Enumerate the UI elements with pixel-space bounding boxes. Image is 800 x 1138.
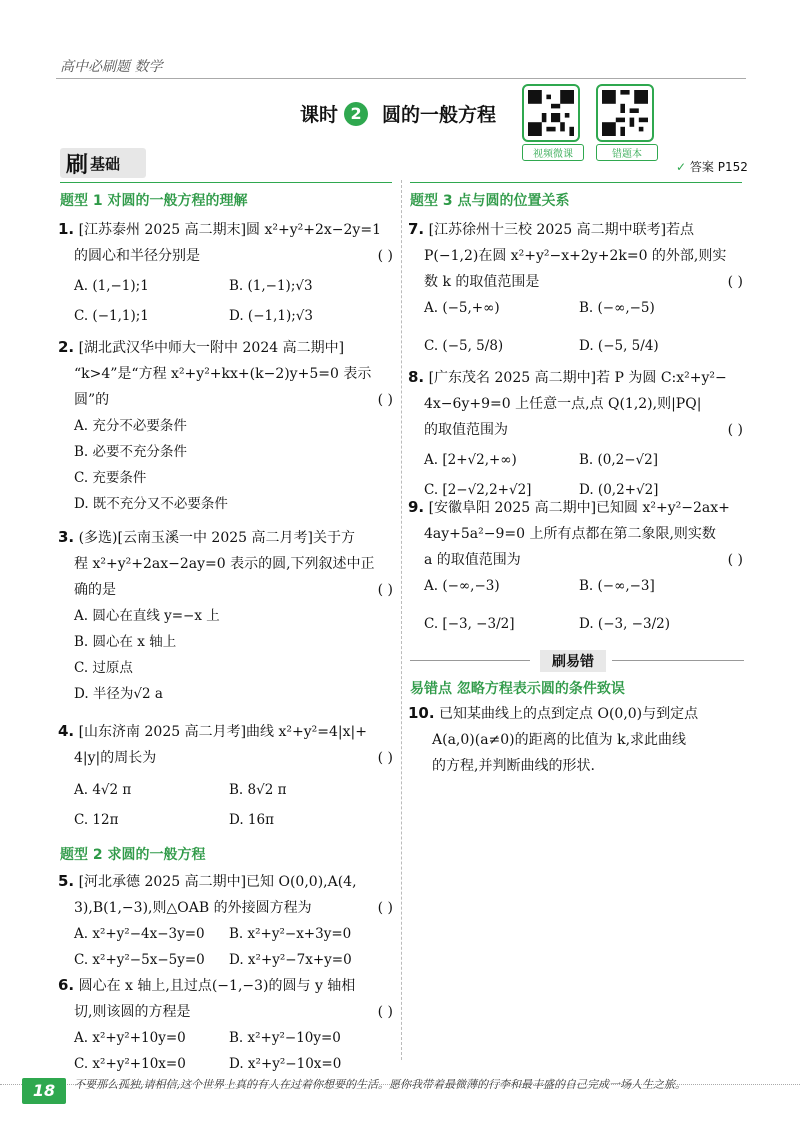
option-d: D. (−1,1);√3 xyxy=(229,308,313,324)
question-text: [江苏徐州十三校 2025 高二期中联考]若点 xyxy=(428,222,695,238)
question-number: 8. xyxy=(408,368,425,386)
answer-blank: ( ) xyxy=(377,248,393,264)
question-text: a 的取值范围为 xyxy=(424,552,521,568)
question-text: 确的是 xyxy=(74,582,116,598)
section-heading-2: 题型 2 求圆的一般方程 xyxy=(60,847,206,863)
question-text: 程 x²+y²+2ax−2ay=0 表示的圆,下列叙述中正 xyxy=(74,556,375,572)
option-d: D. x²+y²−10x=0 xyxy=(229,1056,342,1072)
page-number: 18 xyxy=(22,1078,66,1104)
error-point-heading: 易错点 忽略方程表示圆的条件致误 xyxy=(410,681,625,697)
question-text: 数 k 的取值范围是 xyxy=(424,274,540,290)
option-b: B. (−∞,−5) xyxy=(579,300,655,316)
question-text: [山东济南 2025 高二月考]曲线 x²+y²=4|x|+ xyxy=(78,724,367,740)
question-number: 9. xyxy=(408,498,425,516)
left-top-rule xyxy=(60,182,392,183)
question-text: A(a,0)(a≠0)的距离的比值为 k,求此曲线 xyxy=(432,732,687,748)
question-number: 4. xyxy=(58,722,75,740)
option-b: B. 必要不充分条件 xyxy=(74,444,188,460)
option-c: C. 过原点 xyxy=(74,660,133,676)
question-text: [河北承德 2025 高二期中]已知 O(0,0),A(4, xyxy=(78,874,357,890)
option-d: D. (0,2+√2] xyxy=(579,482,659,498)
lesson-name: 圆的一般方程 xyxy=(382,104,497,126)
question-2 xyxy=(58,334,393,517)
question-text: (多选)[云南玉溪一中 2025 高二月考]关于方 xyxy=(78,530,355,546)
option-a: A. (1,−1);1 xyxy=(74,278,149,294)
question-text: [湖北武汉华中师大一附中 2024 高二期中] xyxy=(78,340,345,356)
option-a: A. 充分不必要条件 xyxy=(74,418,187,434)
question-number: 3. xyxy=(58,528,75,546)
option-d: D. 16π xyxy=(229,812,274,828)
question-text: 4ay+5a²−9=0 上所有点都在第二象限,则实数 xyxy=(424,526,716,542)
err-rule-right xyxy=(612,660,744,661)
error-section-title: 刷易错 xyxy=(540,650,606,672)
answer-page: 答案 P152 xyxy=(689,160,748,174)
option-b: B. (−∞,−3] xyxy=(579,578,655,594)
header-divider xyxy=(56,78,746,79)
section-banner xyxy=(60,148,146,178)
option-c: C. (−5, 5/8) xyxy=(424,338,504,354)
option-b: B. x²+y²−x+3y=0 xyxy=(229,926,352,942)
question-7 xyxy=(408,216,743,359)
banner-big: 刷 xyxy=(66,152,89,178)
qr-code-icon[interactable] xyxy=(522,84,580,142)
option-c: C. 充要条件 xyxy=(74,470,147,486)
answer-blank: ( ) xyxy=(377,1004,393,1020)
option-a: A. x²+y²−4x−3y=0 xyxy=(74,926,205,942)
question-10 xyxy=(408,700,743,779)
question-text: 圆心在 x 轴上,且过点(−1,−3)的圆与 y 轴相 xyxy=(78,978,356,994)
question-3 xyxy=(58,524,393,707)
question-text: 已知某曲线上的点到定点 O(0,0)与到定点 xyxy=(439,706,699,722)
question-text: 圆”的 xyxy=(74,392,110,408)
question-text: 的取值范围为 xyxy=(424,422,508,438)
option-b: B. 8√2 π xyxy=(229,782,287,798)
answer-blank: ( ) xyxy=(377,750,393,766)
option-c: C. x²+y²+10x=0 xyxy=(74,1056,186,1072)
question-number: 1. xyxy=(58,220,75,238)
right-top-rule xyxy=(410,182,742,183)
lesson-prefix: 课时 xyxy=(300,104,339,126)
option-b: B. x²+y²−10y=0 xyxy=(229,1030,341,1046)
option-a: A. (−5,+∞) xyxy=(424,300,500,316)
option-a: A. [2+√2,+∞) xyxy=(424,452,517,468)
question-text: [安徽阜阳 2025 高二期中]已知圆 x²+y²−2ax+ xyxy=(428,500,730,516)
question-1 xyxy=(58,216,393,329)
option-c: C. [−3, −3/2] xyxy=(424,616,515,632)
answer-blank: ( ) xyxy=(377,900,393,916)
qr-video-block[interactable] xyxy=(522,84,584,161)
question-number: 7. xyxy=(408,220,425,238)
question-6 xyxy=(58,972,393,1077)
option-c: C. x²+y²−5x−5y=0 xyxy=(74,952,205,968)
qr-code-icon[interactable] xyxy=(596,84,654,142)
section-heading-1: 题型 1 对圆的一般方程的理解 xyxy=(60,193,248,209)
lesson-number: 2 xyxy=(344,102,368,126)
option-a: A. x²+y²+10y=0 xyxy=(74,1030,186,1046)
option-d: D. 半径为√2 a xyxy=(74,686,163,702)
lesson-title xyxy=(300,100,496,127)
answer-blank: ( ) xyxy=(727,274,743,290)
banner-small: 基础 xyxy=(90,154,121,173)
question-8 xyxy=(408,364,743,503)
option-c: C. (−1,1);1 xyxy=(74,308,149,324)
question-number: 6. xyxy=(58,976,75,994)
option-b: B. 圆心在 x 轴上 xyxy=(74,634,177,650)
option-a: A. 圆心在直线 y=−x 上 xyxy=(74,608,220,624)
option-c: C. 12π xyxy=(74,812,119,828)
question-text: “k>4”是“方程 x²+y²+kx+(k−2)y+5=0 表示 xyxy=(74,366,372,382)
option-c: C. [2−√2,2+√2] xyxy=(424,482,532,498)
qr-error-block[interactable] xyxy=(596,84,658,161)
series-title: 高中必刷题 数学 xyxy=(60,59,163,75)
check-icon: ✓ xyxy=(676,160,687,174)
option-a: A. (−∞,−3) xyxy=(424,578,500,594)
question-text: 4|y|的周长为 xyxy=(74,750,157,766)
qr-error-label: 错题本 xyxy=(596,144,658,161)
question-text: [广东茂名 2025 高二期中]若 P 为圆 C:x²+y²− xyxy=(428,370,727,386)
answer-blank: ( ) xyxy=(727,422,743,438)
question-number: 10. xyxy=(408,704,435,722)
question-4 xyxy=(58,718,393,833)
option-a: A. 4√2 π xyxy=(74,782,132,798)
option-d: D. x²+y²−7x+y=0 xyxy=(229,952,352,968)
option-b: B. (1,−1);√3 xyxy=(229,278,313,294)
question-number: 2. xyxy=(58,338,75,356)
option-d: D. 既不充分又不必要条件 xyxy=(74,496,228,512)
answer-blank: ( ) xyxy=(377,392,393,408)
answer-ref xyxy=(676,158,748,175)
option-b: B. (0,2−√2] xyxy=(579,452,659,468)
question-number: 5. xyxy=(58,872,75,890)
err-rule-left xyxy=(410,660,530,661)
question-5 xyxy=(58,868,393,973)
footer-quote: 不要那么孤独,请相信,这个世界上真的有人在过着你想要的生活。愿你我带着最微薄的行李和最丰盛的自己完成一场人生之旅。 xyxy=(74,1078,686,1091)
answer-blank: ( ) xyxy=(377,582,393,598)
answer-blank: ( ) xyxy=(727,552,743,568)
option-d: D. (−5, 5/4) xyxy=(579,338,659,354)
option-d: D. (−3, −3/2) xyxy=(579,616,670,632)
section-heading-3: 题型 3 点与圆的位置关系 xyxy=(410,193,570,209)
question-text: P(−1,2)在圆 x²+y²−x+2y+2k=0 的外部,则实 xyxy=(424,248,727,264)
question-9 xyxy=(408,494,743,637)
question-text: 的圆心和半径分别是 xyxy=(74,248,200,264)
question-text: 切,则该圆的方程是 xyxy=(74,1004,191,1020)
question-text: [江苏泰州 2025 高二期末]圆 x²+y²+2x−2y=1 xyxy=(78,222,381,238)
question-text: 的方程,并判断曲线的形状. xyxy=(432,758,595,774)
column-divider xyxy=(401,180,403,1060)
question-text: 3),B(1,−3),则△OAB 的外接圆方程为 xyxy=(74,900,312,916)
question-text: 4x−6y+9=0 上任意一点,点 Q(1,2),则|PQ| xyxy=(424,396,702,412)
qr-video-label: 视频微课 xyxy=(522,144,584,161)
